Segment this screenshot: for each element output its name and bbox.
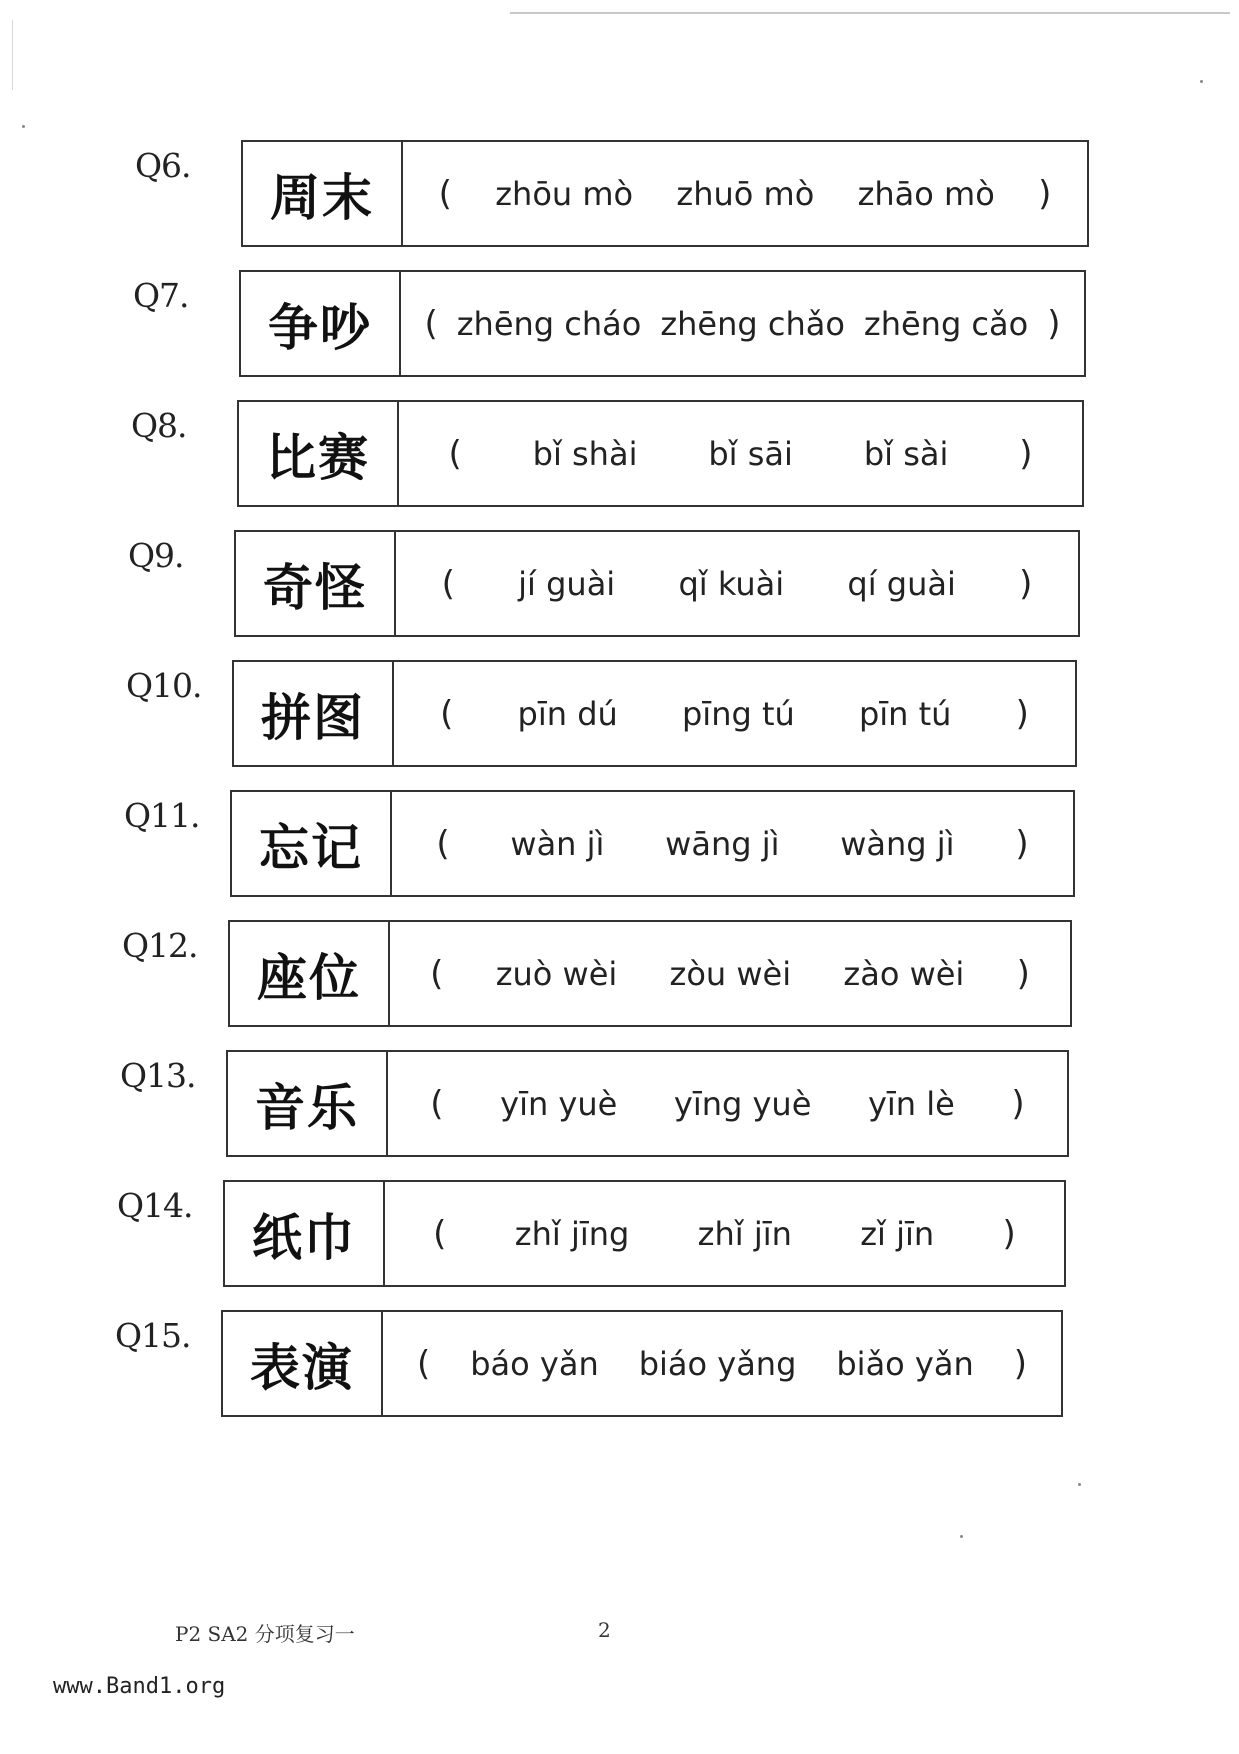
chinese-word: 纸巾 bbox=[225, 1182, 385, 1285]
chinese-word: 表演 bbox=[223, 1312, 383, 1415]
scan-speck bbox=[1200, 80, 1203, 83]
question-number: Q9. bbox=[128, 536, 184, 575]
pinyin-options bbox=[392, 792, 1073, 895]
close-paren: ) bbox=[1019, 433, 1033, 474]
question-row bbox=[0, 260, 1239, 370]
pinyin-options bbox=[399, 402, 1082, 505]
question-row bbox=[0, 130, 1239, 240]
pinyin-option[interactable]: zhēng chǎo bbox=[660, 304, 845, 343]
pinyin-option[interactable]: zào wèi bbox=[843, 954, 965, 993]
pinyin-option[interactable]: zǐ jīn bbox=[860, 1214, 935, 1253]
chinese-word: 奇怪 bbox=[236, 532, 396, 635]
pinyin-option[interactable]: pīng tú bbox=[681, 694, 795, 733]
close-paren: ) bbox=[1002, 1213, 1016, 1254]
pinyin-options bbox=[383, 1312, 1061, 1415]
pinyin-options bbox=[388, 1052, 1067, 1155]
question-row bbox=[0, 1170, 1239, 1280]
scan-speck bbox=[1078, 1483, 1081, 1486]
question-box bbox=[221, 1310, 1063, 1417]
question-row bbox=[0, 650, 1239, 760]
pinyin-option[interactable]: yīn yuè bbox=[500, 1084, 618, 1123]
open-paren: ( bbox=[430, 1083, 444, 1124]
open-paren: ( bbox=[424, 303, 438, 344]
page-number: 2 bbox=[598, 1618, 611, 1642]
open-paren: ( bbox=[438, 173, 452, 214]
close-paren: ) bbox=[1019, 563, 1033, 604]
question-number: Q15. bbox=[115, 1316, 191, 1355]
question-row bbox=[0, 1300, 1239, 1410]
scan-edge-top bbox=[510, 12, 1230, 14]
question-box bbox=[234, 530, 1080, 637]
pinyin-option[interactable]: jí guài bbox=[518, 564, 616, 603]
question-row bbox=[0, 520, 1239, 630]
pinyin-options bbox=[396, 532, 1078, 635]
pinyin-option[interactable]: bǐ sāi bbox=[708, 434, 793, 473]
chinese-word: 拼图 bbox=[234, 662, 394, 765]
pinyin-options bbox=[385, 1182, 1064, 1285]
question-box bbox=[230, 790, 1075, 897]
question-number: Q6. bbox=[135, 146, 191, 185]
pinyin-option[interactable]: wàng jì bbox=[840, 824, 955, 863]
pinyin-option[interactable]: zhōu mò bbox=[495, 174, 634, 213]
scan-speck bbox=[960, 1535, 963, 1538]
question-box bbox=[241, 140, 1089, 247]
open-paren: ( bbox=[440, 693, 454, 734]
question-box bbox=[239, 270, 1086, 377]
scan-speck bbox=[22, 125, 25, 128]
pinyin-option[interactable]: zhēng cháo bbox=[456, 304, 642, 343]
open-paren: ( bbox=[448, 433, 462, 474]
pinyin-option[interactable]: zuò wèi bbox=[495, 954, 618, 993]
pinyin-options bbox=[394, 662, 1075, 765]
pinyin-option[interactable]: yīn lè bbox=[867, 1084, 955, 1123]
pinyin-option[interactable]: qǐ kuài bbox=[678, 564, 785, 603]
question-box bbox=[223, 1180, 1066, 1287]
pinyin-option[interactable]: zhēng cǎo bbox=[863, 304, 1029, 343]
chinese-word: 争吵 bbox=[241, 272, 401, 375]
pinyin-option[interactable]: báo yǎn bbox=[470, 1344, 599, 1383]
question-number: Q7. bbox=[133, 276, 189, 315]
close-paren: ) bbox=[1047, 303, 1061, 344]
open-paren: ( bbox=[433, 1213, 447, 1254]
pinyin-option[interactable]: wāng jì bbox=[665, 824, 780, 863]
question-number: Q12. bbox=[122, 926, 198, 965]
pinyin-option[interactable]: zhuō mò bbox=[676, 174, 815, 213]
question-row bbox=[0, 390, 1239, 500]
question-number: Q10. bbox=[126, 666, 202, 705]
pinyin-option[interactable]: pīn tú bbox=[858, 694, 952, 733]
pinyin-option[interactable]: bǐ shài bbox=[532, 434, 638, 473]
pinyin-options bbox=[403, 142, 1087, 245]
question-number: Q14. bbox=[117, 1186, 193, 1225]
question-row bbox=[0, 1040, 1239, 1150]
chinese-word: 音乐 bbox=[228, 1052, 388, 1155]
scan-edge-left bbox=[12, 20, 13, 90]
chinese-word: 周末 bbox=[243, 142, 403, 245]
close-paren: ) bbox=[1016, 953, 1030, 994]
pinyin-option[interactable]: zòu wèi bbox=[669, 954, 792, 993]
question-number: Q13. bbox=[120, 1056, 196, 1095]
chinese-word: 比赛 bbox=[239, 402, 399, 505]
question-box bbox=[228, 920, 1072, 1027]
pinyin-option[interactable]: pīn dú bbox=[517, 694, 618, 733]
pinyin-option[interactable]: zhǐ jīng bbox=[514, 1214, 630, 1253]
question-box bbox=[237, 400, 1084, 507]
close-paren: ) bbox=[1015, 693, 1029, 734]
close-paren: ) bbox=[1013, 1343, 1027, 1384]
pinyin-option[interactable]: wàn jì bbox=[510, 824, 605, 863]
pinyin-option[interactable]: biáo yǎng bbox=[638, 1344, 797, 1383]
open-paren: ( bbox=[430, 953, 444, 994]
chinese-word: 忘记 bbox=[232, 792, 392, 895]
question-box bbox=[226, 1050, 1069, 1157]
open-paren: ( bbox=[416, 1343, 431, 1384]
pinyin-options bbox=[401, 272, 1084, 375]
chinese-word: 座位 bbox=[230, 922, 390, 1025]
pinyin-option[interactable]: bǐ sài bbox=[863, 434, 949, 473]
question-row bbox=[0, 780, 1239, 890]
open-paren: ( bbox=[441, 563, 455, 604]
close-paren: ) bbox=[1011, 1083, 1025, 1124]
pinyin-option[interactable]: qí guài bbox=[847, 564, 956, 603]
close-paren: ) bbox=[1038, 173, 1052, 214]
open-paren: ( bbox=[436, 823, 450, 864]
question-box bbox=[232, 660, 1077, 767]
pinyin-option[interactable]: yīng yuè bbox=[673, 1084, 812, 1123]
pinyin-options bbox=[390, 922, 1070, 1025]
question-row bbox=[0, 910, 1239, 1020]
question-number: Q8. bbox=[131, 406, 187, 445]
pinyin-option[interactable]: biǎo yǎn bbox=[836, 1344, 974, 1383]
watermark: www.Band1.org bbox=[53, 1674, 226, 1699]
footer-title: P2 SA2 分项复习一 bbox=[175, 1622, 355, 1646]
pinyin-option[interactable]: zhāo mò bbox=[857, 174, 995, 213]
question-number: Q11. bbox=[124, 796, 200, 835]
pinyin-option[interactable]: zhǐ jīn bbox=[697, 1214, 792, 1253]
close-paren: ) bbox=[1015, 823, 1029, 864]
